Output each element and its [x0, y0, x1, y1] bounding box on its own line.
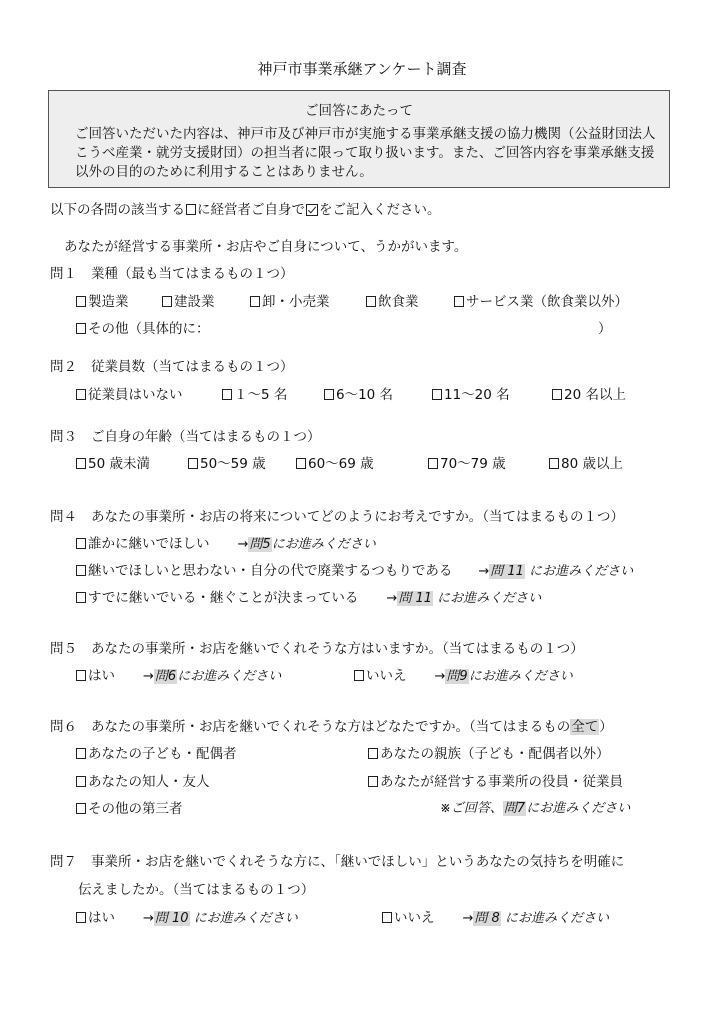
- checkbox-icon[interactable]: [76, 458, 86, 469]
- q7-heading: [50, 850, 624, 870]
- page-title: 神戸市事業承継アンケート調査: [257, 60, 467, 78]
- q6-option-relative[interactable]: あなたの親族（子ども・配偶者以外）: [368, 742, 610, 762]
- q1-heading: [50, 262, 294, 282]
- checkbox-icon[interactable]: [250, 296, 260, 307]
- q6-text-highlight: 全て: [571, 719, 599, 735]
- q2-heading: [50, 355, 294, 375]
- goto-suffix: にお進みください: [526, 801, 631, 816]
- q3-option-50s[interactable]: 50～59 歳: [188, 452, 266, 472]
- q3-option-under50[interactable]: 50 歳未満: [76, 452, 150, 472]
- checkbox-icon[interactable]: [428, 458, 438, 469]
- q5-text: あなたの事業所・お店を継いでくれそうな方はいますか。（当てはまるもの１つ）: [91, 641, 584, 657]
- q4-heading: [50, 505, 624, 525]
- arrow-icon: →: [434, 669, 446, 684]
- q7-text1: 事業所・お店を継いでくれそうな方に、「継いでほしい」というあなたの気持ちを明確に: [91, 854, 625, 870]
- q3-option-70s[interactable]: 70～79 歳: [428, 452, 506, 472]
- checkbox-icon[interactable]: [76, 803, 86, 814]
- goto-suffix: にお進みください: [271, 537, 376, 552]
- q3-heading: [50, 425, 321, 445]
- q6-text-end: ）: [599, 719, 613, 735]
- q1-option-wholesale-retail[interactable]: 卸・小売業: [250, 290, 330, 310]
- goto-target: 問 11: [490, 564, 524, 579]
- q2-option-20plus[interactable]: 20 名以上: [552, 383, 626, 403]
- q5-option-yes[interactable]: はい →問6にお進みください: [76, 664, 281, 684]
- section-intro: あなたが経営する事業所・お店やご自身について、うかがいます。: [64, 239, 468, 255]
- q2-option-6-10[interactable]: 6～10 名: [324, 383, 393, 403]
- q4-option-close-business[interactable]: 継いでほしいと思わない・自分の代で廃業するつもりである →問 11 にお進みください: [76, 559, 633, 579]
- q2-option-11-20[interactable]: 11～20 名: [432, 383, 510, 403]
- goto-target: 問5: [249, 537, 271, 552]
- notice-heading: ご回答にあたって: [305, 103, 413, 119]
- q6-option-acquaintance[interactable]: あなたの知人・友人: [76, 770, 210, 790]
- q6-option-child-spouse[interactable]: あなたの子ども・配偶者: [76, 742, 237, 762]
- checkbox-icon[interactable]: [76, 776, 86, 787]
- checkbox-example-icon: [186, 204, 196, 215]
- q6-option-third-party[interactable]: その他の第三者: [76, 797, 183, 817]
- q1-option-service[interactable]: サービス業（飲食業以外）: [454, 290, 628, 310]
- instruction: [50, 198, 441, 218]
- checkbox-icon[interactable]: [368, 776, 378, 787]
- checkbox-icon[interactable]: [76, 323, 86, 334]
- checkbox-icon[interactable]: [76, 670, 86, 681]
- q5-label: 問５: [50, 641, 77, 657]
- q4-label: 問４: [50, 509, 77, 525]
- q7-option-yes[interactable]: はい →問 10 にお進みください: [76, 906, 298, 926]
- q1-option-manufacturing[interactable]: 製造業: [76, 290, 129, 310]
- q4-option-want-successor[interactable]: 誰かに継いでほしい →問5にお進みください: [76, 532, 376, 552]
- q4-text: あなたの事業所・お店の将来についてどのようにお考えですか。（当てはまるもの１つ）: [91, 509, 624, 525]
- q5-heading: [50, 637, 584, 657]
- checkbox-icon[interactable]: [432, 389, 442, 400]
- q6-option-employee[interactable]: あなたが経営する事業所の役員・従業員: [368, 770, 623, 790]
- checkbox-icon[interactable]: [296, 458, 306, 469]
- checkbox-icon[interactable]: [222, 389, 232, 400]
- arrow-icon: →: [386, 591, 398, 606]
- goto-target: 問 10: [154, 911, 189, 926]
- checkbox-icon[interactable]: [76, 538, 86, 549]
- checkbox-icon[interactable]: [76, 748, 86, 759]
- q1-option-restaurant[interactable]: 飲食業: [366, 290, 419, 310]
- checkbox-icon[interactable]: [324, 389, 334, 400]
- goto-target: 問 8: [474, 911, 500, 926]
- goto-suffix: にお進みください: [524, 564, 634, 579]
- goto-suffix: にお進みください: [177, 669, 282, 684]
- q5-option-no[interactable]: いいえ →問9にお進みください: [354, 664, 573, 684]
- checkbox-icon[interactable]: [162, 296, 172, 307]
- notice-box: [48, 90, 670, 188]
- notice-line: こうべ産業・就労支援財団）の担当者に限って取り扱います。また、ご回答内容を事業承継支援: [75, 145, 655, 161]
- notice-line: ご回答いただいた内容は、神戸市及び神戸市が実施する事業承継支援の協力機関（公益財団法人: [75, 126, 656, 142]
- checkbox-icon[interactable]: [549, 458, 559, 469]
- goto-target: 問7: [503, 801, 526, 816]
- q4-option-already-decided[interactable]: すでに継いでいる・継ぐことが決まっている →問 11 にお進みください: [76, 586, 541, 606]
- goto-target: 問 11: [398, 591, 432, 606]
- arrow-icon: →: [237, 537, 249, 552]
- arrow-icon: →: [143, 911, 154, 926]
- q7-option-no[interactable]: いいえ →問 8 にお進みください: [382, 906, 609, 926]
- goto-suffix: にお進みください: [433, 591, 542, 606]
- q3-option-60s[interactable]: 60～69 歳: [296, 452, 374, 472]
- goto-suffix: にお進みください: [189, 911, 298, 926]
- checkbox-icon[interactable]: [188, 458, 198, 469]
- q7-text2: 伝えましたか。（当てはまるもの１つ）: [78, 882, 315, 898]
- checkbox-icon[interactable]: [76, 296, 86, 307]
- q1-option-other[interactable]: その他（具体的に：: [76, 317, 210, 337]
- q3-text: ご自身の年齢（当てはまるもの１つ）: [91, 429, 321, 445]
- checkbox-icon[interactable]: [368, 748, 378, 759]
- q6-note: [440, 797, 630, 816]
- checkbox-icon[interactable]: [76, 592, 86, 603]
- instruction-mid: に経営者ご自身で: [197, 202, 305, 218]
- q2-option-1-5[interactable]: １～5 名: [222, 383, 287, 403]
- q1-option-construction[interactable]: 建設業: [162, 290, 215, 310]
- q6-note-pre: ※ご回答、: [440, 801, 503, 816]
- q1-text: 業種（最も当てはまるもの１つ）: [91, 266, 294, 282]
- q2-option-none[interactable]: 従業員はいない: [76, 383, 183, 403]
- arrow-icon: →: [462, 911, 474, 926]
- q3-option-80plus[interactable]: 80 歳以上: [549, 452, 623, 472]
- checked-checkbox-example-icon: [306, 204, 318, 216]
- checkbox-icon[interactable]: [76, 565, 86, 576]
- q6-label: 問６: [50, 719, 77, 735]
- q2-text: 従業員数（当てはまるもの１つ）: [91, 359, 294, 375]
- checkbox-icon[interactable]: [552, 389, 562, 400]
- checkbox-icon[interactable]: [366, 296, 376, 307]
- q7-label: 問７: [50, 854, 77, 870]
- q6-text: あなたの事業所・お店を継いでくれそうな方はどなたですか。（当てはまるもの: [91, 719, 571, 735]
- arrow-icon: →: [478, 564, 490, 579]
- q1-other-close: ）: [598, 321, 612, 337]
- instruction-pre: 以下の各問の該当する: [50, 202, 185, 218]
- q1-label: 問１: [50, 266, 77, 282]
- checkbox-icon[interactable]: [76, 912, 86, 923]
- checkbox-icon[interactable]: [382, 912, 392, 923]
- goto-target: 問6: [154, 669, 177, 684]
- checkbox-icon[interactable]: [76, 389, 86, 400]
- q3-label: 問３: [50, 429, 77, 445]
- q6-heading: [50, 715, 613, 735]
- instruction-post: をご記入ください。: [319, 202, 441, 218]
- checkbox-icon[interactable]: [454, 296, 464, 307]
- checkbox-icon[interactable]: [354, 670, 364, 681]
- goto-target: 問9: [446, 669, 468, 684]
- goto-suffix: にお進みください: [500, 911, 609, 926]
- notice-line: 以外の目的のために利用することはありません。: [75, 164, 373, 180]
- goto-suffix: にお進みください: [468, 669, 573, 684]
- arrow-icon: →: [143, 669, 154, 684]
- q2-label: 問２: [50, 359, 77, 375]
